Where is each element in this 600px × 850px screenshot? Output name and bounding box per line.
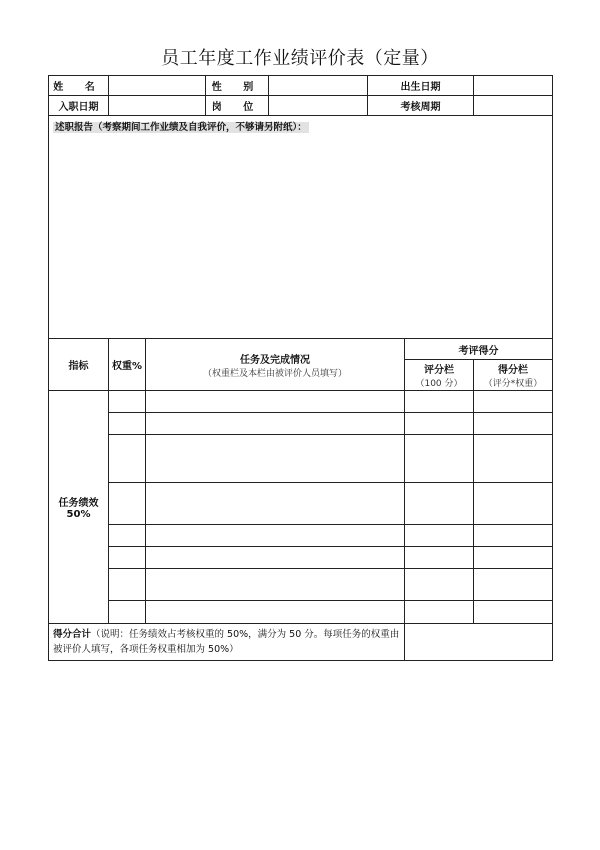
rating-header-note: （100 分） <box>415 379 463 389</box>
task-description-cell[interactable] <box>146 435 405 483</box>
report-row <box>49 116 553 339</box>
result-header <box>474 360 553 391</box>
task-row <box>49 601 553 624</box>
task-description-cell[interactable] <box>146 391 405 413</box>
rating-header-title: 评分栏 <box>424 365 454 376</box>
task-row <box>49 435 553 483</box>
summary-total-field[interactable] <box>405 624 553 661</box>
task-description-cell[interactable] <box>146 569 405 601</box>
hire-date-label: 入职日期 <box>49 96 109 116</box>
task-weight-cell[interactable] <box>109 569 146 601</box>
task-weight-cell[interactable] <box>109 391 146 413</box>
weight-header: 权重% <box>109 339 146 391</box>
hire-date-field[interactable] <box>109 96 206 116</box>
task-row <box>49 547 553 569</box>
report-area[interactable] <box>49 116 553 339</box>
task-result-cell[interactable] <box>474 547 553 569</box>
task-row <box>49 483 553 525</box>
task-description-cell[interactable] <box>146 483 405 525</box>
rating-header <box>405 360 474 391</box>
eval-header-row-1 <box>49 339 553 360</box>
info-row-1 <box>49 76 553 96</box>
summary-label: 得分合计 <box>53 629 92 640</box>
task-weight-cell[interactable] <box>109 413 146 435</box>
birth-date-label: 出生日期 <box>368 76 474 96</box>
indicator-header: 指标 <box>49 339 109 391</box>
task-result-cell[interactable] <box>474 483 553 525</box>
task-rating-cell[interactable] <box>405 601 474 624</box>
task-description-cell[interactable] <box>146 601 405 624</box>
task-row <box>49 413 553 435</box>
task-result-cell[interactable] <box>474 435 553 483</box>
task-description-cell[interactable] <box>146 547 405 569</box>
info-row-2 <box>49 96 553 116</box>
task-row <box>49 569 553 601</box>
task-performance-percent: 50% <box>66 509 91 520</box>
task-weight-cell[interactable] <box>109 547 146 569</box>
task-rating-cell[interactable] <box>405 413 474 435</box>
task-rating-cell[interactable] <box>405 391 474 413</box>
name-label: 姓 名 <box>49 76 109 96</box>
task-header-note: （权重栏及本栏由被评价人员填写） <box>202 368 347 379</box>
task-rating-cell[interactable] <box>405 569 474 601</box>
gender-label: 性 别 <box>206 76 269 96</box>
task-row <box>49 391 553 413</box>
task-description-cell[interactable] <box>146 413 405 435</box>
gender-field[interactable] <box>269 76 368 96</box>
task-row <box>49 525 553 547</box>
review-period-field[interactable] <box>474 96 553 116</box>
task-description-cell[interactable] <box>146 525 405 547</box>
review-period-label: 考核周期 <box>368 96 474 116</box>
task-performance-title: 任务绩效 <box>58 498 99 509</box>
report-label: 述职报告（考察期间工作业绩及自我评价，不够请另附纸）： <box>55 122 307 133</box>
task-result-cell[interactable] <box>474 391 553 413</box>
summary-cell <box>49 624 405 661</box>
task-rating-cell[interactable] <box>405 547 474 569</box>
birth-date-field[interactable] <box>474 76 553 96</box>
task-result-cell[interactable] <box>474 601 553 624</box>
position-label: 岗 位 <box>206 96 269 116</box>
result-header-title: 得分栏 <box>498 365 528 376</box>
task-rating-cell[interactable] <box>405 435 474 483</box>
summary-note: （说明：任务绩效占考核权重的 50%，满分为 50 分。每项任务的权重由被评价人填写，各项任务权重相加为 50%） <box>53 629 400 655</box>
task-weight-cell[interactable] <box>109 483 146 525</box>
summary-row <box>49 624 553 661</box>
task-performance-label <box>49 391 109 624</box>
task-rating-cell[interactable] <box>405 483 474 525</box>
task-weight-cell[interactable] <box>109 601 146 624</box>
task-result-cell[interactable] <box>474 525 553 547</box>
task-result-cell[interactable] <box>474 413 553 435</box>
name-field[interactable] <box>109 76 206 96</box>
score-group-header: 考评得分 <box>405 339 553 360</box>
task-weight-cell[interactable] <box>109 525 146 547</box>
task-weight-cell[interactable] <box>109 435 146 483</box>
evaluation-form-table <box>48 75 553 661</box>
task-result-cell[interactable] <box>474 569 553 601</box>
position-field[interactable] <box>269 96 368 116</box>
task-header-title: 任务及完成情况 <box>240 354 310 366</box>
page-title: 员工年度工作业绩评价表（定量） <box>161 48 439 69</box>
task-rating-cell[interactable] <box>405 525 474 547</box>
task-header <box>146 339 405 391</box>
result-header-note: （评分*权重） <box>483 379 543 389</box>
